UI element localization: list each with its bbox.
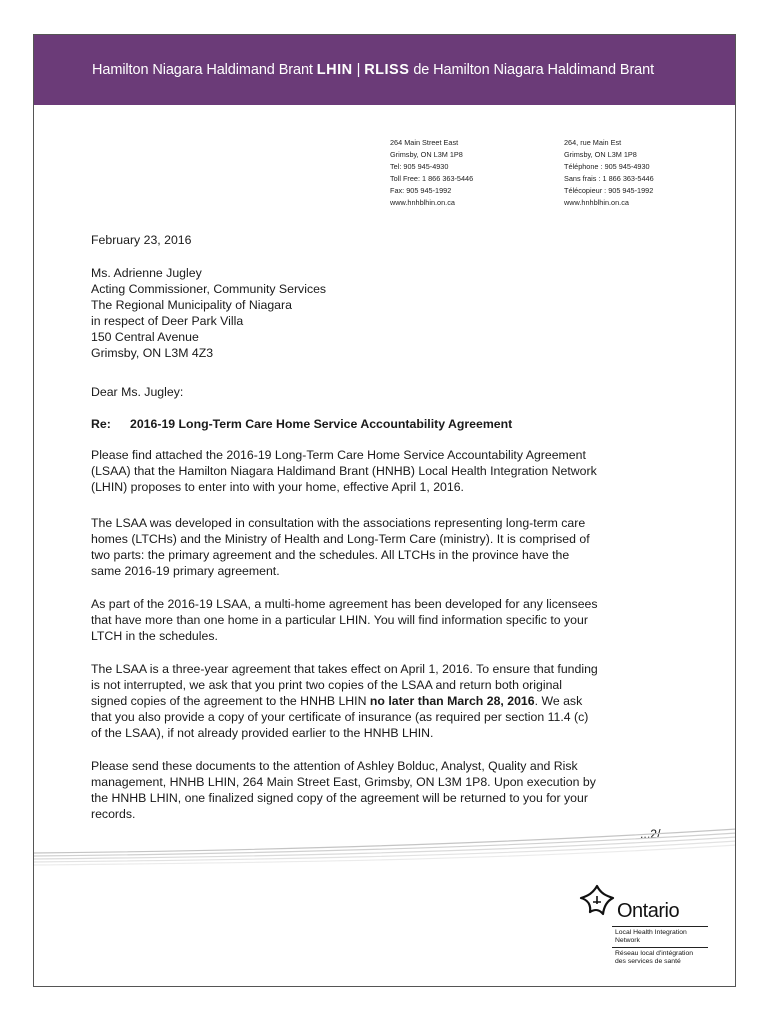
acronym-fr: RLISS [364, 62, 410, 78]
ontario-wordmark: Ontario [617, 900, 680, 922]
paragraph-line: The LSAA is a three-year agreement that takes effect on April 1, 2016. To ensure that funding [91, 662, 598, 676]
org-name-en: Hamilton Niagara Haldimand Brant [92, 62, 313, 78]
trillium-icon [577, 882, 617, 922]
address-line: 264 Main Street East [390, 138, 459, 147]
paragraph-1 [91, 447, 671, 495]
paragraph-line: (LHIN) proposes to enter into with your home, effective April 1, 2016. [91, 480, 464, 494]
paragraph-line: LTCH in the schedules. [91, 629, 218, 643]
paragraph-line: Please find attached the 2016-19 Long-Term Care Home Service Accountability Agreement [91, 448, 586, 462]
paragraph-line: homes (LTCHs) and the Ministry of Health and Long-Term Care (ministry). It is comprised of [91, 532, 590, 546]
paragraph-2 [91, 515, 671, 579]
footer-swoosh [34, 825, 736, 875]
continued-marker: ...2/ [640, 827, 661, 841]
paragraph-5 [91, 758, 671, 822]
paragraph-line: of the LSAA), if not already provided earlier to the HNHB LHIN. [91, 726, 434, 740]
website-link[interactable]: www.hnhblhin.on.ca [390, 198, 455, 207]
acronym-en: LHIN [316, 62, 353, 78]
address-block-en [390, 137, 473, 209]
recipient-line: The Regional Municipality of Niagara [91, 298, 292, 312]
paragraph-line: that you also provide a copy of your certificate of insurance (as required per section 11.4 (c) [91, 710, 589, 724]
paragraph-line [91, 693, 671, 709]
paragraph-line: Please send these documents to the attention of Ashley Bolduc, Analyst, Quality and Risk [91, 759, 578, 773]
recipient-block [91, 265, 671, 361]
phone-line: Téléphone : 905 945-4930 [564, 162, 650, 171]
paragraph-text: . We ask [534, 694, 583, 708]
address-line: 264, rue Main Est [564, 138, 622, 147]
logo-subtitle-en [615, 929, 687, 946]
paragraph-4 [91, 661, 671, 741]
paragraph-line: two parts: the primary agreement and the schedules. All LTCHs in the province have the [91, 548, 570, 562]
salutation [91, 384, 671, 400]
logo-subtitle-line: Network [615, 937, 640, 945]
paragraph-line: the HNHB LHIN, one finalized signed copy of the agreement will be returned to you for your [91, 791, 588, 805]
logo-subtitle-line: des services de santé [615, 958, 681, 966]
logo-subtitle-line: Réseau local d'intégration [615, 950, 694, 957]
recipient-line: 150 Central Avenue [91, 330, 199, 344]
salutation-text: Dear Ms. Jugley: [91, 385, 184, 399]
paragraph-line: that have more than one home in a particular LHIN. You will find information specific to your [91, 613, 588, 627]
recipient-line: Ms. Adrienne Jugley [91, 266, 202, 280]
header-banner [34, 35, 735, 105]
paragraph-3 [91, 596, 671, 644]
paragraph-line: The LSAA was developed in consultation with the associations representing long-term care [91, 516, 586, 530]
paragraph-text: signed copies of the agreement to the HNHB LHIN [91, 694, 370, 708]
date-text: February 23, 2016 [91, 233, 192, 247]
recipient-line: in respect of Deer Park Villa [91, 314, 244, 328]
toll-free-line: Toll Free: 1 866 363-5446 [390, 174, 474, 183]
toll-free-line: Sans frais : 1 866 363-5446 [564, 174, 654, 183]
letter-date [91, 232, 671, 248]
logo-divider [612, 947, 708, 948]
address-block-fr [564, 137, 654, 209]
logo-divider [612, 926, 708, 927]
phone-line: Tel: 905 945-4930 [390, 162, 449, 171]
deadline-text: no later than March 28, 2016 [369, 694, 535, 708]
fax-line: Fax: 905 945-1992 [390, 186, 452, 195]
paragraph-line: (LSAA) that the Hamilton Niagara Haldimand Brant (HNHB) Local Health Integration Network [91, 464, 597, 478]
paragraph-line: same 2016-19 primary agreement. [91, 564, 280, 578]
recipient-line: Acting Commissioner, Community Services [91, 282, 327, 296]
paragraph-line: As part of the 2016-19 LSAA, a multi-home agreement has been developed for any licensees [91, 597, 598, 611]
logo-subtitle-fr [615, 950, 693, 967]
paragraph-line: is not interrupted, we ask that you print two copies of the LSAA and return both original [91, 678, 562, 692]
header-separator: | [356, 62, 361, 78]
website-link[interactable]: www.hnhblhin.on.ca [564, 198, 629, 207]
re-subject: 2016-19 Long-Term Care Home Service Accountability Agreement [130, 417, 513, 431]
logo-subtitle-line: Local Health Integration [615, 929, 687, 936]
subject-line [91, 416, 671, 432]
fax-line: Télécopieur : 905 945-1992 [564, 186, 654, 195]
paragraph-line: records. [91, 807, 136, 821]
paragraph-line: management, HNHB LHIN, 264 Main Street East, Grimsby, ON L3M 1P8. Upon execution by [91, 775, 596, 789]
address-line: Grimsby, ON L3M 1P8 [564, 150, 637, 159]
org-name-fr: de Hamilton Niagara Haldimand Brant [413, 62, 655, 78]
recipient-line: Grimsby, ON L3M 4Z3 [91, 346, 214, 360]
re-label: Re: [91, 417, 111, 431]
letter-page [33, 34, 736, 987]
header-title [92, 62, 654, 78]
address-line: Grimsby, ON L3M 1P8 [390, 150, 463, 159]
